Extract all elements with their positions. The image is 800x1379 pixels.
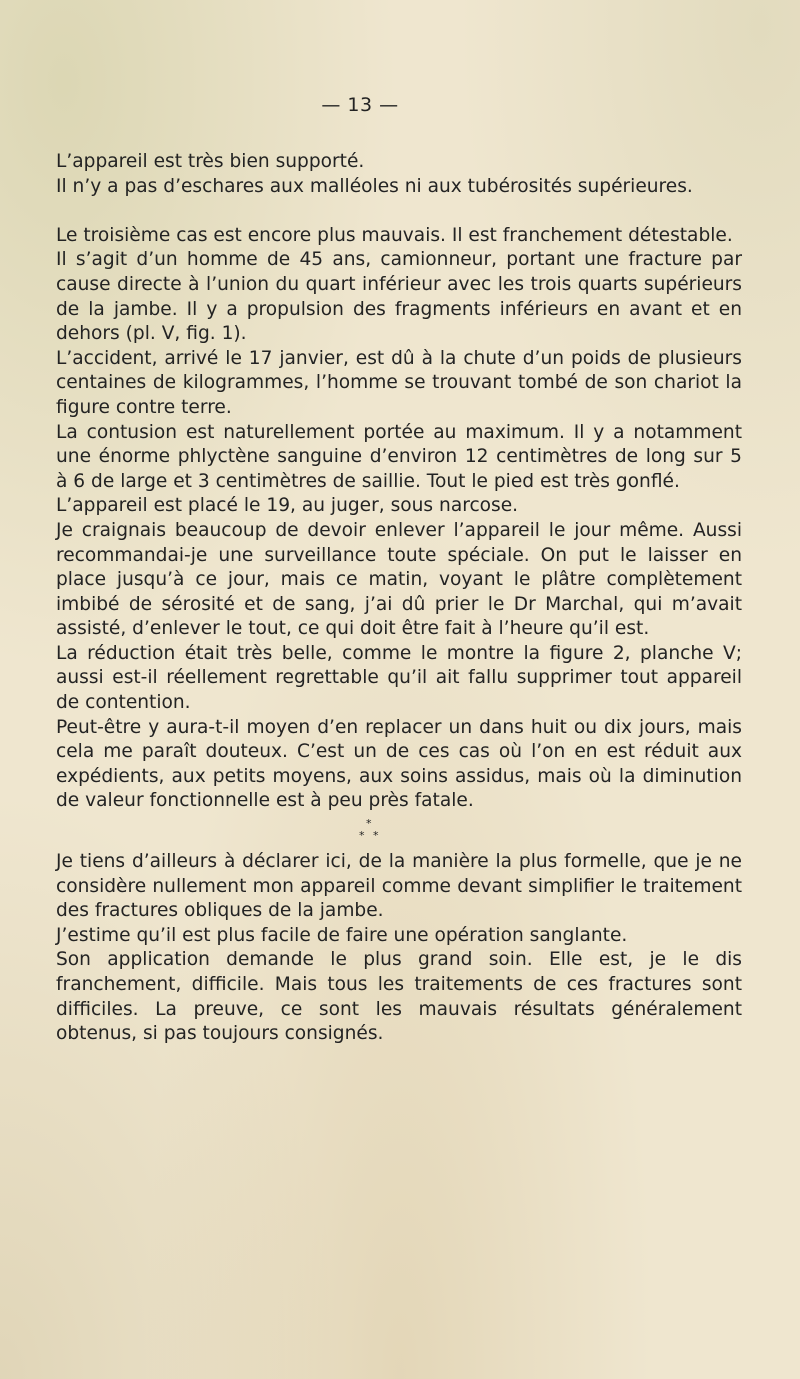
paragraph: Il s’agit d’un homme de 45 ans, camionneur, portant une fracture par cause directe à l’union du quart inférieur avec les trois quarts supérieurs de la jambe. Il y a propulsion des fragments inférieurs en avant et en dehors (pl. V, fig. 1). [56, 249, 742, 345]
paragraph: J’estime qu’il est plus facile de faire une opération sanglante. [56, 924, 628, 946]
paragraph: Peut-être y aura-t-il moyen d’en replacer un dans huit ou dix jours, mais cela me paraît douteux. C’est un de ces cas où l’on en est réduit aux expédients, aux petits moyens, aux soins assidus, mais où la diminution de valeur fonctionnelle est à peu près fatale. [56, 716, 742, 812]
paragraph: L’appareil est placé le 19, au juger, sous narcose. [56, 495, 519, 517]
paragraph: Il n’y a pas d’eschares aux malléoles ni aux tubérosités supérieures. [56, 175, 693, 197]
separator-star: * [359, 829, 365, 843]
separator-star: * [373, 829, 379, 843]
paragraph: Je tiens d’ailleurs à déclarer ici, de la manière la plus formelle, que je ne considère nullement mon appareil comme devant simplifier le traitement des fractures obliques de la jambe. [56, 851, 742, 922]
paragraph-gap [56, 199, 742, 224]
paragraph: L’appareil est très bien supporté. [56, 151, 365, 172]
paragraph: La réduction était très belle, comme le montre la figure 2, planche V; aussi est-il réellement regrettable qu’il ait fallu supprimer tout appareil de contention. [56, 642, 742, 714]
body-text [56, 150, 742, 1047]
paragraph: Le troisième cas est encore plus mauvais. Il est franchement détestable. [56, 224, 733, 246]
page-number: — 13 — [321, 94, 399, 116]
section-separator [56, 814, 742, 850]
paragraph: La contusion est naturellement portée au maximum. Il y a notamment une énorme phlyctène sanguine d’environ 12 centimètres de long sur 5 à 6 de large et 3 centimètres de saillie. Tout le pied est très gonflé. [56, 421, 742, 492]
paragraph: L’accident, arrivé le 17 janvier, est dû à la chute d’un poids de plusieurs centaines de kilogrammes, l’homme se trouvant tombé de son chariot la figure contre terre. [56, 347, 742, 418]
separator-star: * [366, 817, 372, 831]
paragraph: Je craignais beaucoup de devoir enlever l’appareil le jour même. Aussi recommandai-je une surveillance toute spéciale. On put le laisser en place jusqu’à ce jour, mais ce matin, voyant le plâtre complètement imbibé de sérosité et de sang, j’ai dû prier le Dr Marchal, qui m’avait assisté, d’enlever le tout, ce qui doit être fait à l’heure qu’il est. [56, 519, 742, 640]
paragraph: Son application demande le plus grand soin. Elle est, je le dis franchement, difficile. Mais tous les traitements de ces fractures sont difficiles. La preuve, ce sont les mauvais résultats généralement obtenus, si pas toujours consignés. [56, 949, 742, 1045]
